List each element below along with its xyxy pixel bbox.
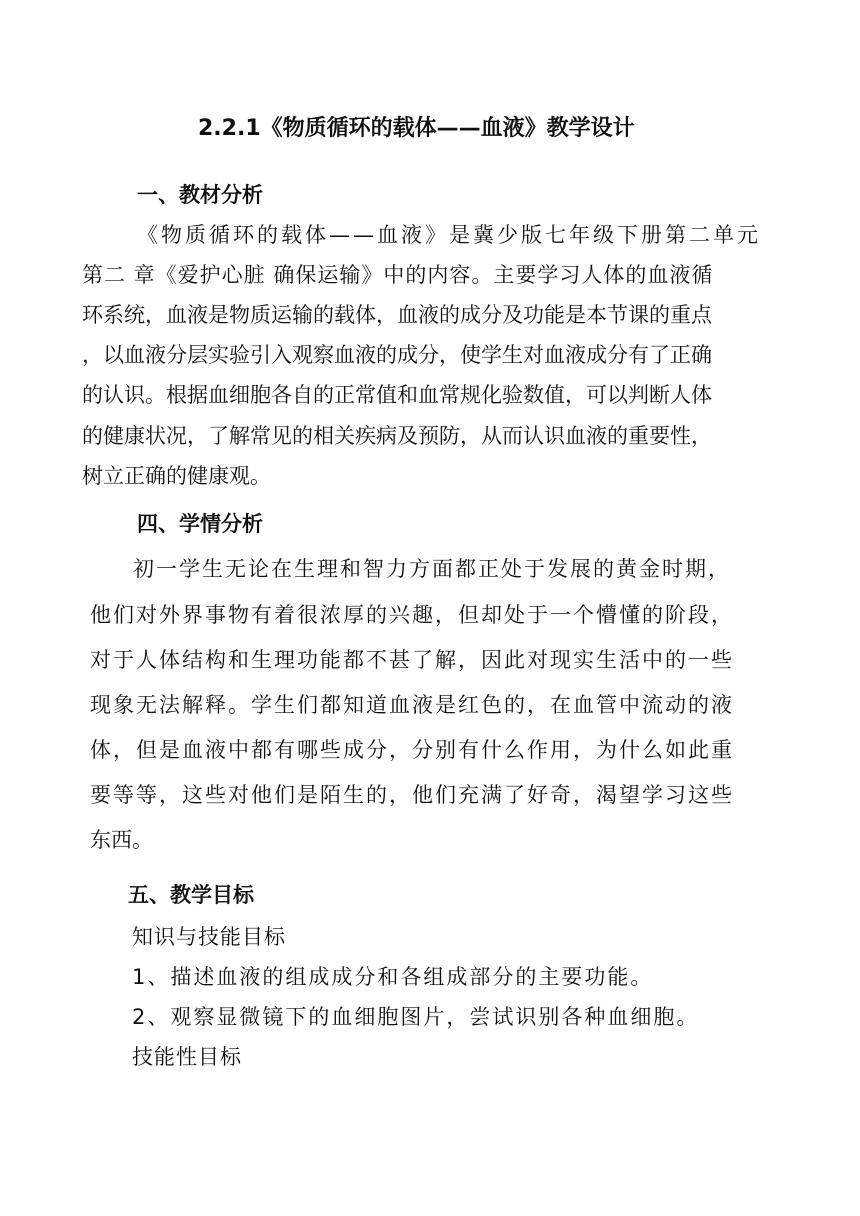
paragraph-line: 第二 章《爱护心脏 确保运输》中的内容。主要学习人体的血液循 <box>82 263 714 287</box>
paragraph-line: ，以血液分层实验引入观察血液的成分，使学生对血液成分有了正确 <box>82 343 712 367</box>
paragraph-line: 东西。 <box>90 828 153 852</box>
section-heading-student-analysis: 四、学情分析 <box>137 512 263 536</box>
paragraph-line: 要等等，这些对他们是陌生的，他们充满了好奇，渴望学习这些 <box>90 783 734 807</box>
paragraph-line: 的健康状况，了解常见的相关疾病及预防，从而认识血液的重要性， <box>82 424 712 448</box>
paragraph-line: 环系统，血液是物质运输的载体，血液的成分及功能是本节课的重点 <box>82 303 712 327</box>
paragraph-line: 他们对外界事物有着很浓厚的兴趣，但却处于一个懵懂的阶段， <box>90 603 734 627</box>
subheading-knowledge-skills: 知识与技能目标 <box>132 925 286 949</box>
section-heading-teaching-objectives: 五、教学目标 <box>128 883 254 907</box>
paragraph-line: 《物质循环的载体——血液》是冀少版七年级下册第二单元 <box>137 223 761 247</box>
subheading-skill-objectives: 技能性目标 <box>132 1045 242 1069</box>
paragraph-line: 初一学生无论在生理和智力方面都正处于发展的黄金时期， <box>133 557 731 581</box>
paragraph-line: 树立正确的健康观。 <box>82 464 271 488</box>
paragraph-line: 的认识。根据血细胞各自的正常值和血常规化验数值，可以判断人体 <box>82 383 712 407</box>
paragraph-line: 现象无法解释。学生们都知道血液是红色的，在血管中流动的液 <box>90 693 734 717</box>
objective-item: 2、观察显微镜下的血细胞图片，尝试识别各种血细胞。 <box>132 1005 700 1029</box>
objective-item: 1、描述血液的组成成分和各组成部分的主要功能。 <box>132 965 654 989</box>
paragraph-line: 体，但是血液中都有哪些成分，分别有什么作用，为什么如此重 <box>90 738 734 762</box>
paragraph-line: 对于人体结构和生理功能都不甚了解，因此对现实生活中的一些 <box>90 648 734 672</box>
section-heading-textbook-analysis: 一、教材分析 <box>137 183 263 207</box>
document-title: 2.2.1《物质循环的载体——血液》教学设计 <box>198 116 635 141</box>
